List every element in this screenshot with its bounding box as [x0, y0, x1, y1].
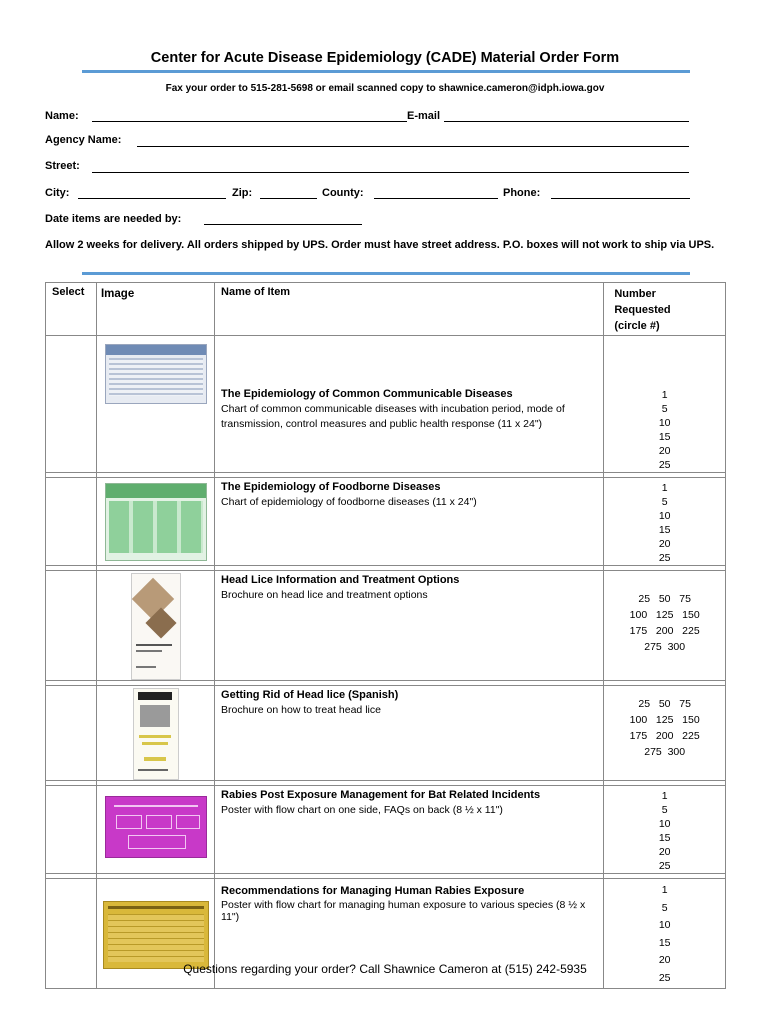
- item-name: The Epidemiology of Common Communicable Diseases: [221, 388, 513, 400]
- item-cell: [215, 686, 604, 781]
- county-field[interactable]: [374, 198, 498, 199]
- item-cell: [215, 336, 604, 473]
- quantity-option-row[interactable]: 175 200 225: [629, 730, 700, 742]
- form-title: Center for Acute Disease Epidemiology (CADE) Material Order Form: [150, 50, 620, 66]
- quantity-option[interactable]: 1: [661, 482, 668, 494]
- select-cell[interactable]: [46, 478, 97, 566]
- item-name: The Epidemiology of Foodborne Diseases: [221, 481, 441, 493]
- item-cell: [215, 571, 604, 681]
- quantity-options: [604, 478, 725, 565]
- quantity-option-row[interactable]: 100 125 150: [629, 609, 700, 621]
- quantity-option[interactable]: 25: [658, 860, 671, 872]
- quantity-option[interactable]: 15: [658, 524, 671, 536]
- image-cell: [96, 336, 214, 473]
- quantity-option[interactable]: 20: [658, 846, 671, 858]
- delivery-note: Allow 2 weeks for delivery. All orders shipped by UPS. Order must have street address. P.O. boxes will not work to ship via UPS.: [45, 239, 715, 251]
- quantity-option[interactable]: 5: [661, 804, 668, 816]
- name-header: Name of Item: [215, 283, 604, 336]
- item-name: Recommendations for Managing Human Rabies Exposure: [221, 885, 525, 897]
- quantity-option[interactable]: 1: [661, 884, 668, 896]
- quantity-option-row[interactable]: 25 50 75: [638, 698, 691, 710]
- street-label: Street:: [45, 160, 80, 172]
- date-needed-field[interactable]: [204, 224, 362, 225]
- select-cell[interactable]: [46, 336, 97, 473]
- head-lice-brochure-thumbnail: [131, 573, 181, 680]
- agency-label: Agency Name:: [45, 134, 122, 146]
- select-cell[interactable]: [46, 571, 97, 681]
- table-row: [46, 571, 726, 681]
- quantity-option[interactable]: 15: [658, 936, 671, 949]
- quantity-options: [604, 571, 725, 655]
- item-description: Brochure on how to treat head lice: [221, 704, 381, 716]
- quantity-option-row[interactable]: 275 300: [644, 641, 686, 653]
- image-cell: [96, 571, 214, 681]
- number-cell: [604, 478, 726, 566]
- city-field[interactable]: [78, 198, 226, 199]
- quantity-option[interactable]: 20: [658, 538, 671, 550]
- quantity-options: [604, 686, 725, 760]
- number-cell: [604, 686, 726, 781]
- human-rabies-poster-thumbnail: [103, 901, 209, 969]
- phone-label: Phone:: [503, 187, 541, 199]
- item-cell: [215, 478, 604, 566]
- image-cell: [96, 478, 214, 566]
- quantity-option[interactable]: 15: [658, 431, 671, 443]
- quantity-option[interactable]: 20: [658, 954, 671, 966]
- quantity-option[interactable]: 15: [658, 832, 671, 844]
- quantity-option-row[interactable]: 25 50 75: [638, 593, 691, 605]
- quantity-option[interactable]: 25: [658, 459, 671, 471]
- quantity-option[interactable]: 25: [658, 971, 671, 984]
- item-name: Head Lice Information and Treatment Options: [221, 574, 460, 586]
- quantity-option[interactable]: 25: [658, 552, 671, 564]
- number-cell: [604, 786, 726, 874]
- image-header: Image: [96, 283, 214, 336]
- contact-footer: Questions regarding your order? Call Shawnice Cameron at (515) 242-5935: [183, 962, 587, 976]
- city-label: City:: [45, 187, 70, 199]
- number-header-line1: Number: [614, 288, 656, 300]
- quantity-option[interactable]: 5: [661, 496, 668, 508]
- number-header: [604, 283, 726, 336]
- quantity-option[interactable]: 10: [658, 417, 671, 429]
- phone-field[interactable]: [551, 198, 690, 199]
- item-description: Brochure on head lice and treatment options: [221, 589, 428, 601]
- quantity-option[interactable]: 1: [661, 389, 668, 401]
- item-name: Rabies Post Exposure Management for Bat Related Incidents: [221, 789, 541, 801]
- order-table: [45, 282, 726, 989]
- quantity-option[interactable]: 5: [661, 403, 668, 415]
- item-description: Chart of common communicable diseases with incubation period, mode of transmission, control measures and public health response (11 x 24"): [221, 403, 565, 430]
- select-cell[interactable]: [46, 786, 97, 874]
- quantity-options: [604, 786, 725, 873]
- number-header-line3: (circle #): [614, 320, 660, 332]
- fax-instructions: Fax your order to 515-281-5698 or email scanned copy to shawnice.cameron@idph.iowa.gov: [165, 83, 605, 94]
- select-cell[interactable]: [46, 686, 97, 781]
- select-header: Select: [46, 283, 97, 336]
- item-description: Poster with flow chart for managing human exposure to various species (8 ½ x 11"): [221, 899, 586, 923]
- table-row: [46, 336, 726, 473]
- bat-rabies-poster-thumbnail: [105, 796, 207, 858]
- quantity-options: [604, 336, 725, 472]
- date-needed-label: Date items are needed by:: [45, 213, 182, 225]
- quantity-option[interactable]: 20: [658, 445, 671, 457]
- communicable-diseases-chart-thumbnail: [105, 344, 207, 404]
- quantity-option[interactable]: 10: [658, 510, 671, 522]
- quantity-option[interactable]: 1: [661, 790, 668, 802]
- table-header: [46, 283, 726, 336]
- quantity-option-row[interactable]: 175 200 225: [629, 625, 700, 637]
- table-row: [46, 686, 726, 781]
- table-row: [46, 786, 726, 874]
- item-description: Poster with flow chart on one side, FAQs on back (8 ½ x 11"): [221, 804, 503, 816]
- number-cell: [604, 336, 726, 473]
- head-lice-spanish-brochure-thumbnail: [133, 688, 179, 780]
- note-rule: [82, 272, 690, 275]
- name-label: Name:: [45, 110, 79, 122]
- item-name: Getting Rid of Head lice (Spanish): [221, 689, 399, 701]
- quantity-option[interactable]: 5: [661, 901, 668, 914]
- email-field[interactable]: [444, 121, 689, 122]
- zip-label: Zip:: [232, 187, 253, 199]
- county-label: County:: [322, 187, 364, 199]
- image-cell: [96, 686, 214, 781]
- number-header-line2: Requested: [614, 304, 671, 316]
- quantity-option-row[interactable]: 100 125 150: [629, 714, 700, 726]
- item-cell: [215, 786, 604, 874]
- email-label: E-mail: [407, 110, 441, 122]
- street-field[interactable]: [92, 172, 689, 173]
- image-cell: [96, 786, 214, 874]
- table-row: [46, 478, 726, 566]
- item-description: Chart of epidemiology of foodborne diseases (11 x 24"): [221, 496, 477, 508]
- quantity-option[interactable]: 10: [658, 919, 671, 931]
- name-field[interactable]: [92, 121, 407, 122]
- zip-field[interactable]: [260, 198, 317, 199]
- foodborne-diseases-chart-thumbnail: [105, 483, 207, 561]
- number-cell: [604, 571, 726, 681]
- quantity-option-row[interactable]: 275 300: [644, 746, 686, 758]
- quantity-option[interactable]: 10: [658, 818, 671, 830]
- agency-field[interactable]: [137, 146, 689, 147]
- title-rule: [82, 70, 690, 73]
